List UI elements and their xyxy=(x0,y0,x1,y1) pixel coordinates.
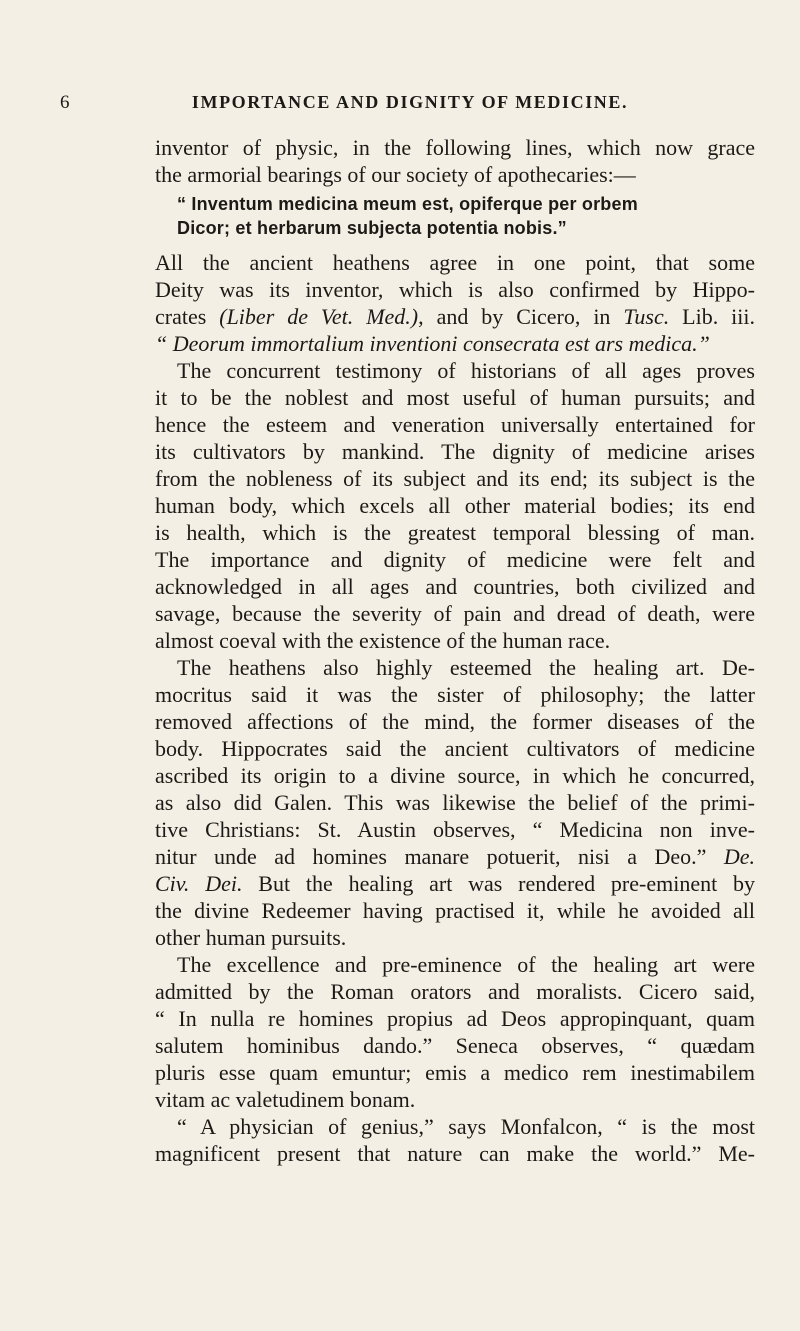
text-line: inventor of physic, in the following lines, which now grace xyxy=(155,135,755,160)
text-line xyxy=(155,843,755,870)
text-line: “ In nulla re homines propius ad Deos appropinquant, quam xyxy=(155,1006,755,1031)
text-line: hence the esteem and veneration universally entertained for xyxy=(155,412,755,437)
text-line: the divine Redeemer having practised it, while he avoided all xyxy=(155,898,755,923)
text-span: , and by Cicero, in xyxy=(418,304,624,329)
text-line: the armorial bearings of our society of apothecaries:— xyxy=(155,162,636,187)
text-line: body. Hippocrates said the ancient cultivators of medicine xyxy=(155,736,755,761)
citation-italic: (Liber de Vet. Med.) xyxy=(219,304,419,329)
text-span: nitur unde ad homines manare potuerit, nisi a Deo.” xyxy=(155,844,724,869)
text-span: crates xyxy=(155,304,220,329)
text-line xyxy=(155,303,755,330)
latin-quote xyxy=(177,192,747,240)
text-span: But the healing art was rendered pre-eminent by xyxy=(242,871,755,896)
text-line: its cultivators by mankind. The dignity of medicine arises xyxy=(155,439,755,464)
text-line: as also did Galen. This was likewise the belief of the primi- xyxy=(155,790,755,815)
text-line: acknowledged in all ages and countries, both civilized and xyxy=(155,574,755,599)
page-number: 6 xyxy=(60,92,70,113)
text-line: tive Christians: St. Austin observes, “ Medicina non inve- xyxy=(155,817,755,842)
body-text xyxy=(155,134,755,1167)
citation-italic: De. xyxy=(723,844,755,869)
text-line: salutem hominibus dando.” Seneca observes, “ quædam xyxy=(155,1033,755,1058)
latin-italic: “ Deorum immortalium inventioni consecrata est ars medica.” xyxy=(155,331,710,356)
text-line: The excellence and pre-eminence of the healing art were xyxy=(177,952,755,977)
text-line: vitam ac valetudinem bonam. xyxy=(155,1087,416,1112)
text-line: removed affections of the mind, the former diseases of the xyxy=(155,709,755,734)
text-line: pluris esse quam emuntur; emis a medico rem inestimabilem xyxy=(155,1060,755,1085)
page-header xyxy=(60,92,760,116)
text-line: it to be the noblest and most useful of human pursuits; and xyxy=(155,385,755,410)
text-line: Deity was its inventor, which is also confirmed by Hippo- xyxy=(155,277,755,302)
text-line: “ A physician of genius,” says Monfalcon, “ is the most xyxy=(177,1114,755,1139)
text-line: from the nobleness of its subject and its end; its subject is the xyxy=(155,466,755,491)
text-line: admitted by the Roman orators and moralists. Cicero said, xyxy=(155,979,755,1004)
text-line: is health, which is the greatest temporal blessing of man. xyxy=(155,520,755,545)
citation-italic: Civ. Dei. xyxy=(155,871,243,896)
text-line: The heathens also highly esteemed the healing art. De- xyxy=(177,655,755,680)
quote-line: Dicor; et herbarum subjecta potentia nobis.” xyxy=(177,218,567,238)
text-line: mocritus said it was the sister of philosophy; the latter xyxy=(155,682,755,707)
text-line xyxy=(155,330,755,357)
quote-line: “ Inventum medicina meum est, opiferque per orbem xyxy=(177,194,638,214)
text-span: Lib. iii. xyxy=(669,304,756,329)
citation-italic: Tusc. xyxy=(623,304,670,329)
text-line: almost coeval with the existence of the human race. xyxy=(155,628,611,653)
text-line: other human pursuits. xyxy=(155,925,347,950)
text-line: savage, because the severity of pain and dread of death, were xyxy=(155,601,755,626)
text-line xyxy=(155,870,755,897)
running-head: IMPORTANCE AND DIGNITY OF MEDICINE. xyxy=(191,92,629,112)
text-line: human body, which excels all other material bodies; its end xyxy=(155,493,755,518)
text-line: The importance and dignity of medicine were felt and xyxy=(155,547,755,572)
text-line: magnificent present that nature can make the world.” Me- xyxy=(155,1141,755,1166)
text-line: All the ancient heathens agree in one point, that some xyxy=(155,250,755,275)
text-line: ascribed its origin to a divine source, in which he concurred, xyxy=(155,763,755,788)
text-line: The concurrent testimony of historians of all ages proves xyxy=(177,358,755,383)
